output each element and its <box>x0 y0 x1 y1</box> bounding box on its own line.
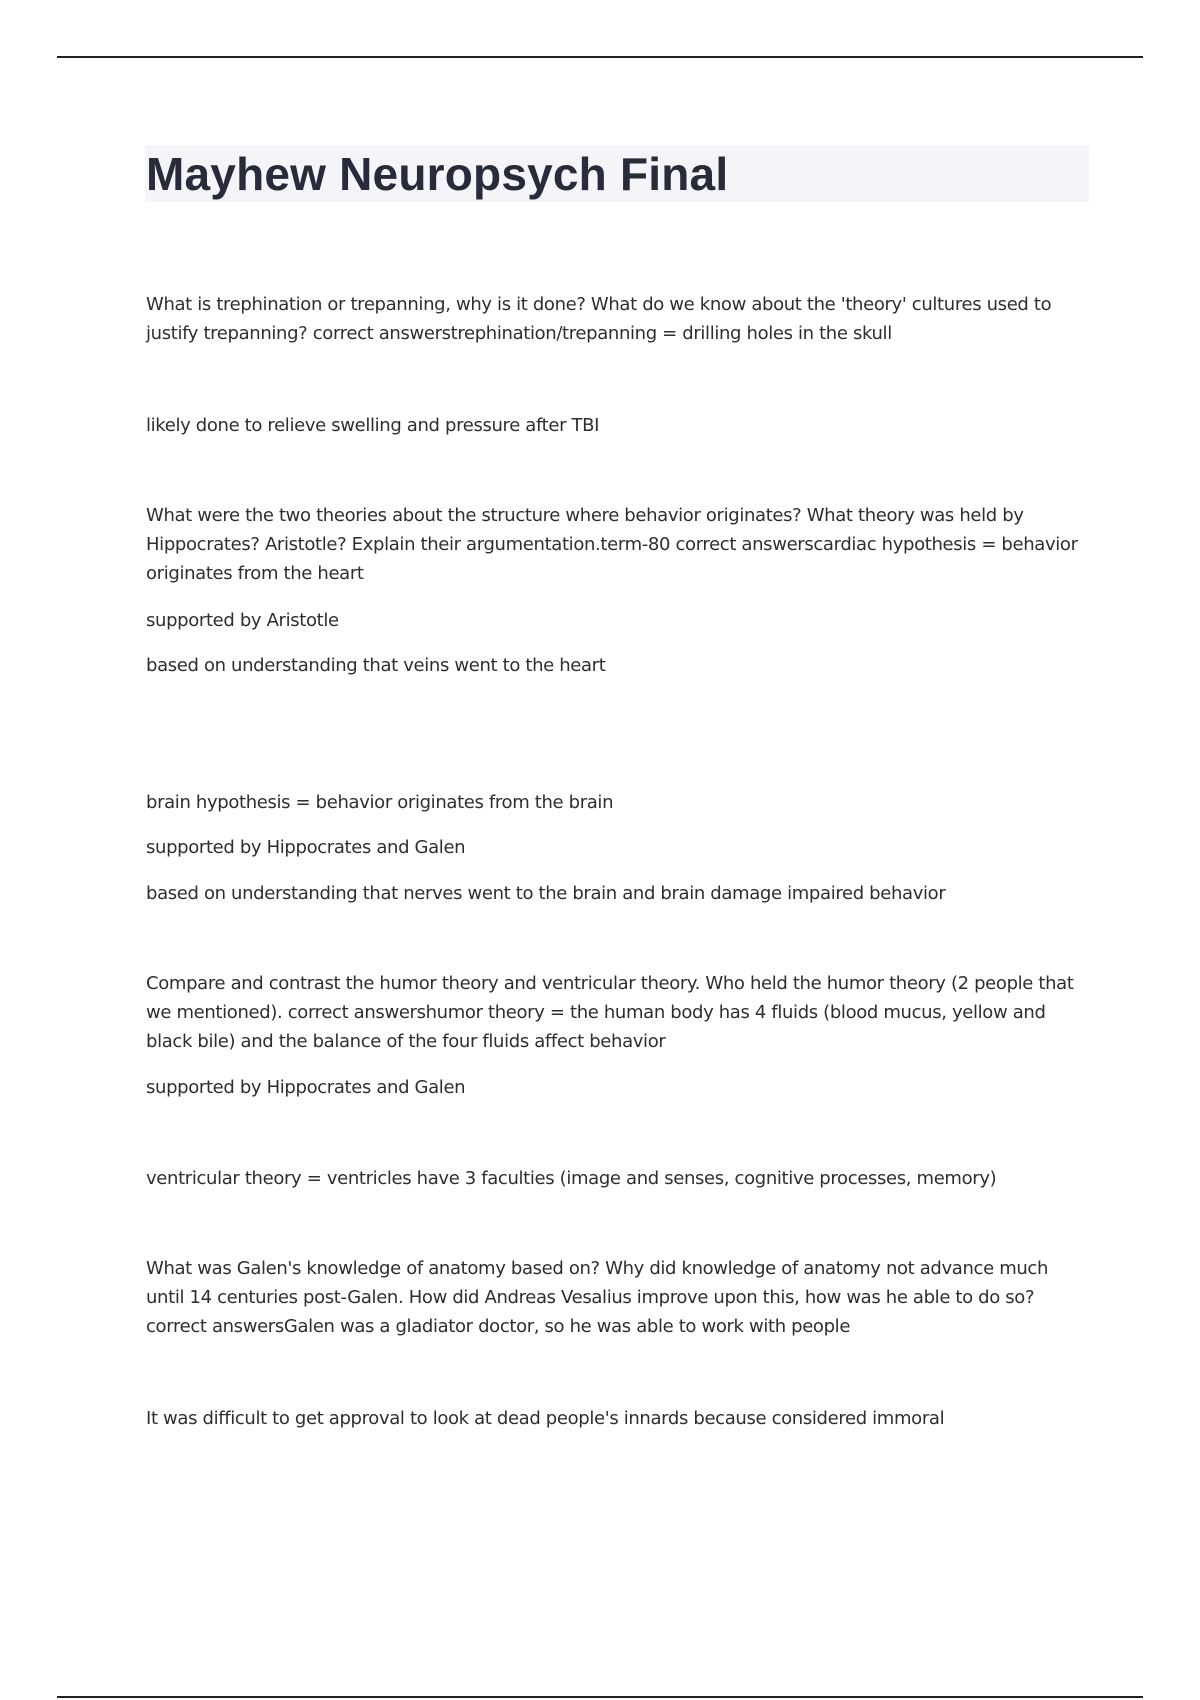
paragraph-brain-hypothesis: brain hypothesis = behavior originates from the brain <box>146 792 614 813</box>
paragraph-veins-heart: based on understanding that veins went to the heart <box>146 655 606 676</box>
paragraph-two-theories-question: What were the two theories about the structure where behavior originates? What theory was held by Hippocrates? Aristotle? Explain their argumentation.term-80 correct answerscardiac hypothesis = behavior originates from the heart <box>146 505 1078 584</box>
paragraph-nerves-brain: based on understanding that nerves went to the brain and brain damage impaired behavior <box>146 883 946 904</box>
bottom-rule <box>57 1696 1143 1698</box>
paragraph-ventricular-theory: ventricular theory = ventricles have 3 faculties (image and senses, cognitive processes, memory) <box>146 1168 997 1189</box>
paragraph-tbi: likely done to relieve swelling and pressure after TBI <box>146 415 600 436</box>
paragraph-supported-aristotle: supported by Aristotle <box>146 610 339 631</box>
paragraph-supported-hippocrates-galen-1: supported by Hippocrates and Galen <box>146 837 466 858</box>
top-rule <box>57 56 1143 58</box>
paragraph-trephination-question: What is trephination or trepanning, why is it done? What do we know about the 'theory' cultures used to justify trepanning? correct answerstrephination/trepanning = drilling holes in the skull <box>146 294 1052 344</box>
paragraph-humor-ventricular-question: Compare and contrast the humor theory and ventricular theory. Who held the humor theory (2 people that we mentioned). correct answershumor theory = the human body has 4 fluids (blood mucus, yellow and black bile) and the balance of the four fluids affect behavior <box>146 973 1074 1052</box>
paragraph-dead-innards: It was difficult to get approval to look at dead people's innards because considered immoral <box>146 1408 945 1429</box>
document-title: Mayhew Neuropsych Final <box>146 148 729 200</box>
paragraph-supported-hippocrates-galen-2: supported by Hippocrates and Galen <box>146 1077 466 1098</box>
paragraph-galen-anatomy-question: What was Galen's knowledge of anatomy based on? Why did knowledge of anatomy not advance much until 14 centuries post-Galen. How did Andreas Vesalius improve upon this, how was he able to do so? correct answersGalen was a gladiator doctor, so he was able to work with people <box>146 1258 1049 1337</box>
